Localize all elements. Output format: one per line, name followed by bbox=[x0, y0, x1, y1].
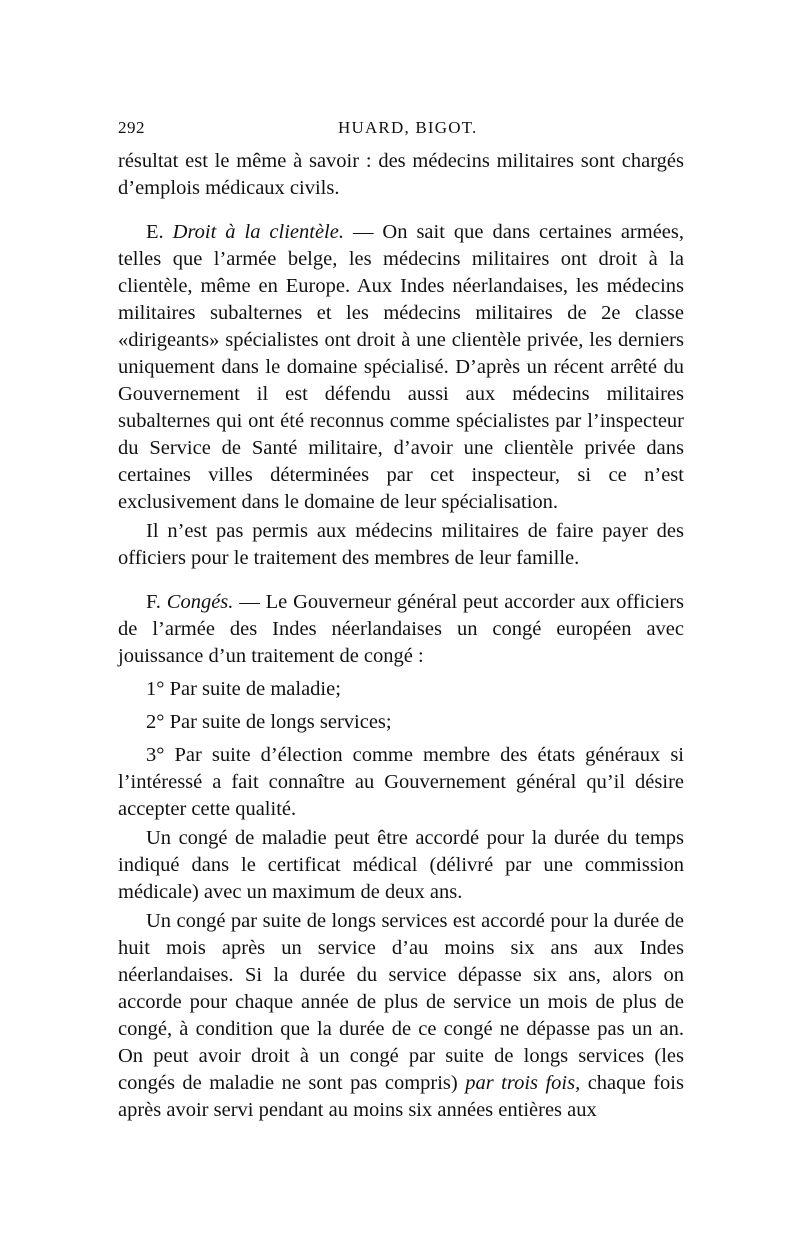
section-f-label: F. bbox=[146, 591, 161, 613]
section-e-paragraph bbox=[118, 219, 684, 516]
book-page bbox=[118, 118, 684, 1124]
section-f-paragraph bbox=[118, 589, 684, 670]
emphasis-three-times: par trois fois, bbox=[465, 1072, 581, 1094]
paragraph-fees: Il n’est pas permis aux médecins militaires de faire payer des officiers pour le traitement des membres de leur famille. bbox=[118, 520, 684, 569]
section-f-text: — Le Gouverneur général peut accorder aux officiers de l’armée des Indes néerlandaises un congé européen avec jouissance d’un traitement de congé : bbox=[118, 591, 685, 667]
list-item: 2° Par suite de longs services; bbox=[146, 711, 392, 733]
continuation-paragraph: résultat est le même à savoir : des médecins militaires sont chargés d’emplois médicaux civils. bbox=[118, 150, 684, 199]
section-f-title: Congés. bbox=[166, 591, 234, 613]
list-item: 3° Par suite d’élection comme membre des états généraux si l’intéressé a fait connaître au Gouvernement général qu’il désire accepter cette qualité. bbox=[118, 744, 684, 820]
paragraph-long-service bbox=[118, 908, 684, 1124]
page-header bbox=[118, 118, 684, 148]
long-service-text-end: chaque fois après avoir servi pendant au moins six années entières aux bbox=[118, 1072, 684, 1121]
long-service-text: Un congé par suite de longs services est accordé pour la durée de huit mois après un service d’au moins six ans aux Indes néerlandaises. Si la durée du service dépasse six ans, alors on accorde pour chaque année de plus de service un mois de plus de congé, à condition que la durée de ce congé ne dépasse pas un an. On peut avoir droit à un congé par suite de longs services (les congés de maladie ne sont pas compris) bbox=[118, 910, 684, 1094]
running-title: HUARD, BIGOT. bbox=[338, 118, 478, 137]
section-e-label: E. bbox=[146, 221, 164, 243]
section-e-title: Droit à la clientèle. bbox=[172, 221, 344, 243]
paragraph-sick-leave: Un congé de maladie peut être accordé pour la durée du temps indiqué dans le certificat médical (délivré par une commission médicale) avec un maximum de deux ans. bbox=[118, 827, 684, 903]
page-body bbox=[118, 148, 684, 1124]
list-item: 1° Par suite de maladie; bbox=[146, 678, 341, 700]
page-number: 292 bbox=[118, 118, 145, 137]
section-e-text: — On sait que dans certaines armées, telles que l’armée belge, les médecins militaires ont droit à la clientèle, même en Europe. Aux Indes néerlandaises, les médecins militaires subalternes et les médecins militaires de 2e classe «dirigeants» spécialistes ont droit à une clientèle privée, les derniers uniquement dans le domaine spécialisé. D’après un récent arrêté du Gouvernement il est défendu aussi aux médecins militaires subalternes qui ont été reconnus comme spécialistes par l’inspecteur du Service de Santé militaire, d’avoir une clientèle privée dans certaines villes déterminées par cet inspecteur, si ce n’est exclusivement dans le domaine de leur spécialisation. bbox=[118, 221, 685, 513]
